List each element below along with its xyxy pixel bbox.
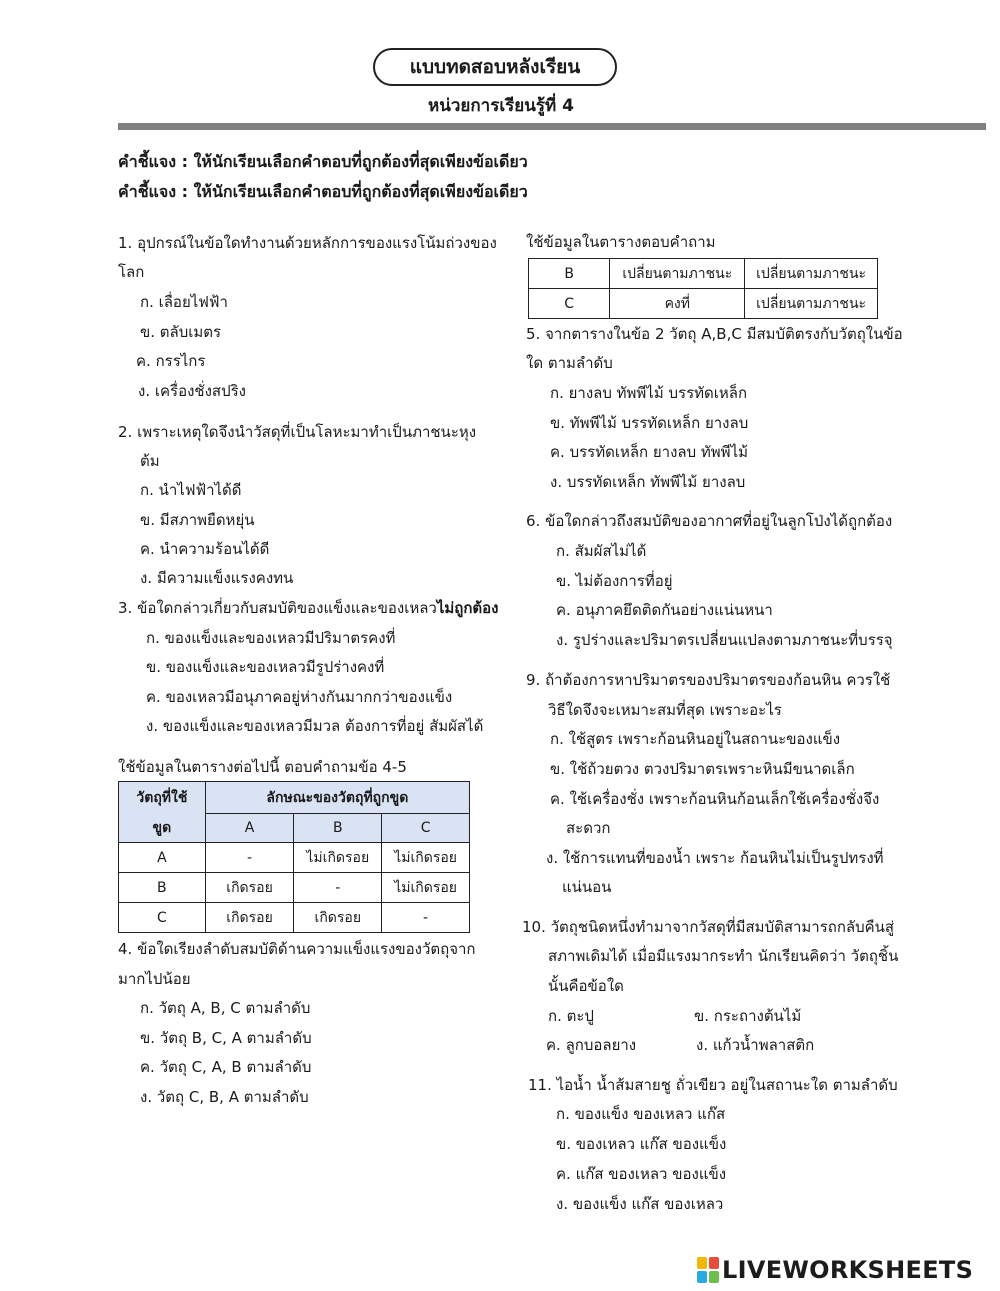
header-divider [118,123,986,130]
choice-option[interactable]: ค. อนุภาคยึดติดกันอย่างแน่นหนา [556,601,773,619]
choice-option[interactable]: ค. วัตถุ C, A, B ตามลำดับ [140,1058,312,1076]
table-cell: ไม่เกิดรอย [382,843,470,873]
table-cell: ไม่เกิดรอย [294,843,382,873]
liveworksheets-logo[interactable]: LIVEWORKSHEETS [722,1256,974,1284]
choice-option[interactable]: ข. ตลับเมตร [140,323,222,341]
choice-option[interactable]: ก. นำไฟฟ้าได้ดี [140,481,242,499]
choice-option[interactable]: ข. วัตถุ B, C, A ตามลำดับ [140,1029,312,1047]
question-text-main: 3. ข้อใดกล่าวเกี่ยวกับสมบัติของแข็งและของเหลว [118,599,437,617]
choice-option[interactable]: ก. ของแข็งและของเหลวมีปริมาตรคงที่ [146,629,396,647]
scratch-test-table [118,781,470,933]
choice-option[interactable]: ข. ทัพพีไม้ บรรทัดเหล็ก ยางลบ [550,414,749,432]
choice-option[interactable]: ก. ใช้สูตร เพราะก้อนหินอยู่ในสถานะของแข็ง [550,730,841,748]
table-cell: C [119,903,206,933]
table-cell: เปลี่ยนตามภาชนะ [745,289,878,319]
question-text: ต้ม [140,452,160,470]
table-cell: เกิดรอย [205,873,294,903]
table-col-header: A [205,814,294,843]
table-cell: คงที่ [610,289,745,319]
choice-option[interactable]: ข. ไม่ต้องการที่อยู่ [556,572,673,590]
table-header-object: ขูด [119,814,206,843]
question-text: 6. ข้อใดกล่าวถึงสมบัติของอากาศที่อยู่ในลูกโป่งได้ถูกต้อง [526,512,893,530]
table-cell: เกิดรอย [294,903,382,933]
table-cell: - [294,873,382,903]
question-text: 9. ถ้าต้องการหาปริมาตรของปริมาตรของก้อนหิน ควรใช้ [526,671,891,689]
table-cell: เกิดรอย [205,903,294,933]
table-cell: A [119,843,206,873]
choice-option[interactable]: ง. มีความแข็งแรงคงทน [140,569,294,587]
unit-subtitle: หน่วยการเรียนรู้ที่ 4 [428,96,574,116]
table-col-header: C [382,814,470,843]
worksheet-title: แบบทดสอบหลังเรียน [373,48,617,86]
choice-option[interactable]: ก. ตะปู [548,1007,594,1025]
property-table [528,258,878,319]
choice-option[interactable]: ค. กรรไกร [136,352,206,370]
table-cell: เปลี่ยนตามภาชนะ [610,259,745,289]
table-cell: - [382,903,470,933]
question-text: 10. วัตถุชนิดหนึ่งทำมาจากวัสดุที่มีสมบัติสามารถกลับคืนสู่ [522,918,895,936]
table-intro: ใช้ข้อมูลในตารางตอบคำถาม [526,233,716,251]
table-row [119,903,470,933]
choice-option[interactable]: ก. เลื่อยไฟฟ้า [140,293,228,311]
instruction-line: คำชี้แจง : ให้นักเรียนเลือกคำตอบที่ถูกต้องที่สุดเพียงข้อเดียว [118,152,528,171]
choice-option[interactable]: ค. ใช้เครื่องชั่ง เพราะก้อนหินก้อนเล็กใช้เครื่องชั่งจึง [550,790,880,808]
question-text: 11. ไอน้ำ น้ำส้มสายชู ถั่วเขียว อยู่ในสถานะใด ตามลำดับ [528,1076,898,1094]
choice-option[interactable]: ง. ใช้การแทนที่ของน้ำ เพราะ ก้อนหินไม่เป็นรูปทรงที่ [546,849,884,867]
question-text: 2. เพราะเหตุใดจึงนำวัสดุที่เป็นโลหะมาทำเป็นภาชนะหุง [118,423,477,441]
question-text [118,598,499,618]
choice-option[interactable]: ค. ลูกบอลยาง [546,1036,637,1054]
choice-option-continued: สะดวก [566,819,611,837]
choice-option[interactable]: ค. นำความร้อนได้ดี [140,540,270,558]
choice-option[interactable]: ง. บรรทัดเหล็ก ทัพพีไม้ ยางลบ [550,473,746,491]
liveworksheets-blocks-icon [697,1257,719,1283]
table-cell: B [119,873,206,903]
choice-option[interactable]: ค. แก๊ส ของเหลว ของแข็ง [556,1165,727,1183]
question-text: วิธีใดจึงจะเหมาะสมที่สุด เพราะอะไร [548,701,782,719]
choice-option[interactable]: ข. ของเหลว แก๊ส ของแข็ง [556,1135,727,1153]
choice-option[interactable]: ง. ของแข็ง แก๊ส ของเหลว [556,1195,724,1213]
table-header-object: วัตถุที่ใช้ [119,782,206,814]
question-text: มากไปน้อย [118,970,191,988]
question-text: นั้นคือข้อใด [548,977,624,995]
table-col-header: B [294,814,382,843]
table-row [119,873,470,903]
choice-option[interactable]: ง. แก้วน้ำพลาสติก [696,1036,815,1054]
table-cell: B [529,259,610,289]
choice-option[interactable]: ง. วัตถุ C, B, A ตามลำดับ [140,1088,309,1106]
choice-option-continued: แน่นอน [562,878,612,896]
table-cell: เปลี่ยนตามภาชนะ [745,259,878,289]
choice-option[interactable]: ข. กระถางต้นไม้ [694,1007,802,1025]
choice-option[interactable]: ข. ใช้ถ้วยตวง ตวงปริมาตรเพราะหินมีขนาดเล็ก [550,760,855,778]
choice-option[interactable]: ก. ของแข็ง ของเหลว แก๊ส [556,1105,726,1123]
choice-option[interactable]: ง. เครื่องชั่งสปริง [138,382,246,400]
question-text: 5. จากตารางในข้อ 2 วัตถุ A,B,C มีสมบัติตรงกับวัตถุในข้อ [526,325,903,343]
table-cell: ไม่เกิดรอย [382,873,470,903]
table-row [529,259,878,289]
question-text: ใด ตามลำดับ [526,354,613,372]
choice-option[interactable]: ข. มีสภาพยืดหยุ่น [140,511,255,529]
choice-option[interactable]: ค. บรรทัดเหล็ก ยางลบ ทัพพีไม้ [550,443,749,461]
table-row [119,843,470,873]
question-text: 1. อุปกรณ์ในข้อใดทำงานด้วยหลักการของแรงโน้มถ่วงของ [118,234,497,252]
question-text: โลก [118,263,145,281]
table-intro: ใช้ข้อมูลในตารางต่อไปนี้ ตอบคำถามข้อ 4-5 [118,758,407,776]
choice-option[interactable]: ง. ของแข็งและของเหลวมีมวล ต้องการที่อยู่ สัมผัสได้ [146,717,484,735]
table-cell: - [205,843,294,873]
instruction-line: คำชี้แจง : ให้นักเรียนเลือกคำตอบที่ถูกต้องที่สุดเพียงข้อเดียว [118,182,528,201]
question-text: 4. ข้อใดเรียงลำดับสมบัติด้านความแข็งแรงของวัตถุจาก [118,940,476,958]
table-header-group: ลักษณะของวัตถุที่ถูกขูด [205,782,469,814]
choice-option[interactable]: ก. วัตถุ A, B, C ตามลำดับ [140,999,311,1017]
table-row [529,289,878,319]
question-text: สภาพเดิมได้ เมื่อมีแรงมากระทำ นักเรียนคิดว่า วัตถุชิ้น [548,947,899,965]
table-cell: C [529,289,610,319]
choice-option[interactable]: ข. ของแข็งและของเหลวมีรูปร่างคงที่ [146,658,385,676]
choice-option[interactable]: ง. รูปร่างและปริมาตรเปลี่ยนแปลงตามภาชนะที่บรรจุ [556,631,893,649]
choice-option[interactable]: ก. สัมผัสไม่ได้ [556,542,647,560]
choice-option[interactable]: ก. ยางลบ ทัพพีไม้ บรรทัดเหล็ก [550,384,748,402]
question-emphasis: ไม่ถูกต้อง [436,599,499,617]
choice-option[interactable]: ค. ของเหลวมีอนุภาคอยู่ห่างกันมากกว่าของแข็ง [146,688,453,706]
